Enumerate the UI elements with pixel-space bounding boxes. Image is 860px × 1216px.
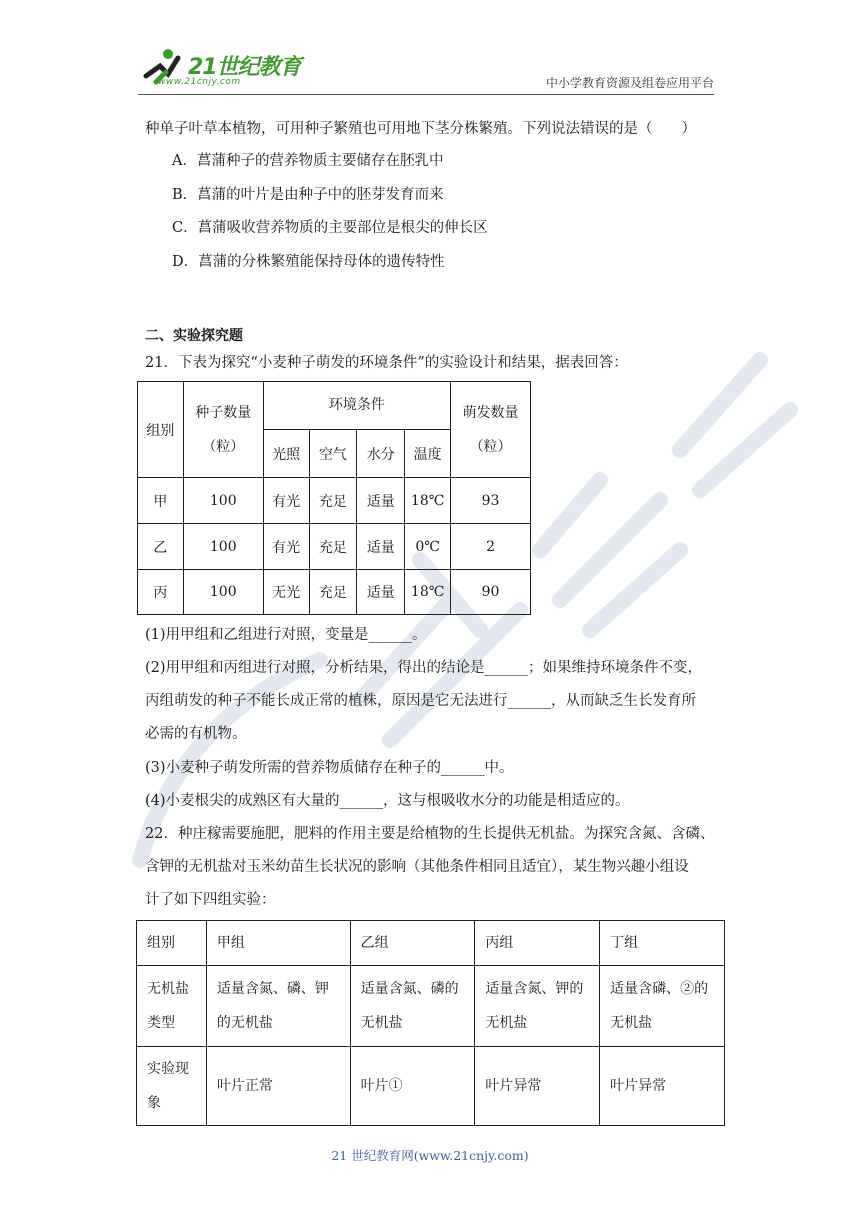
q21-table bbox=[137, 381, 531, 615]
q21-sub3: (3)小麦种子萌发所需的营养物质储存在种子的______中。 bbox=[145, 760, 514, 776]
t1-sub-water: 水分 bbox=[357, 430, 405, 478]
table-cell: 丙 bbox=[138, 570, 184, 615]
t1-header-env: 环境条件 bbox=[263, 382, 450, 430]
table-cell: 有光 bbox=[263, 478, 309, 524]
t1-sub-temp: 温度 bbox=[405, 430, 451, 478]
table-cell: 0℃ bbox=[405, 524, 451, 570]
table-cell: 100 bbox=[183, 478, 263, 524]
q22-stem-line2: 含钾的无机盐对玉米幼苗生长状况的影响（其他条件相同且适宜），某生物兴趣小组设 bbox=[145, 859, 689, 875]
table-cell: 适量 bbox=[357, 570, 405, 615]
table-cell: 适量 bbox=[357, 478, 405, 524]
q20-option-a: A．菖蒲种子的营养物质主要储存在胚乳中 bbox=[172, 153, 444, 169]
table-cell: 18℃ bbox=[405, 478, 451, 524]
q20-option-d: D．菖蒲的分株繁殖能保持母体的遗传特性 bbox=[172, 254, 445, 270]
q20-stem: 种单子叶草本植物，可用种子繁殖也可用地下茎分株繁殖。下列说法错误的是（ ） bbox=[145, 121, 696, 137]
result-label-line2: 象 bbox=[147, 1095, 161, 1111]
page-footer[interactable]: 21 世纪教育网(www.21cnjy.com) bbox=[331, 1148, 529, 1163]
salt-label-line2: 类型 bbox=[147, 1015, 175, 1031]
table-row bbox=[137, 1047, 725, 1126]
table-cell: 叶片正常 bbox=[206, 1047, 350, 1126]
section-title: 二、实验探究题 bbox=[145, 328, 243, 344]
q21-sub4: (4)小麦根尖的成熟区有大量的______，这与根吸收水分的功能是相适应的。 bbox=[145, 793, 630, 809]
logo-url: www.21cnjy.com bbox=[158, 77, 241, 87]
table-cell: 18℃ bbox=[405, 570, 451, 615]
table-cell: 乙 bbox=[138, 524, 184, 570]
table-cell bbox=[475, 966, 600, 1047]
table-cell: 叶片异常 bbox=[600, 1047, 725, 1126]
table-cell: 充足 bbox=[309, 524, 357, 570]
table-cell bbox=[600, 966, 725, 1047]
table-cell: 90 bbox=[451, 570, 531, 615]
cell-line1: 适量含氮、磷、钾 bbox=[216, 981, 329, 997]
table-cell: 叶片① bbox=[350, 1047, 475, 1126]
q22-table bbox=[136, 920, 725, 1126]
table-cell: 100 bbox=[183, 570, 263, 615]
table-cell: 丙组 bbox=[475, 921, 600, 966]
q21-sub2-line2: 丙组萌发的种子不能长成正常的植株，原因是它无法进行______，从而缺乏生长发育所 bbox=[145, 693, 696, 709]
header-divider bbox=[138, 94, 714, 95]
page-header bbox=[138, 44, 714, 96]
table-row bbox=[137, 966, 725, 1047]
site-logo[interactable] bbox=[138, 44, 338, 94]
t1-sub-light: 光照 bbox=[263, 430, 309, 478]
table-cell: 甲组 bbox=[206, 921, 350, 966]
table-cell: 甲 bbox=[138, 478, 184, 524]
table-cell: 充足 bbox=[309, 570, 357, 615]
cell-line2: 无机盐 bbox=[485, 1015, 528, 1031]
cell-line2: 无机盐 bbox=[360, 1015, 403, 1031]
cell-line2: 无机盐 bbox=[610, 1015, 653, 1031]
t1-header-seed bbox=[183, 382, 263, 478]
t1-header-group: 组别 bbox=[138, 382, 184, 478]
table-cell: 叶片异常 bbox=[475, 1047, 600, 1126]
table-cell: 乙组 bbox=[350, 921, 475, 966]
t1-header-seed-line2: （粒） bbox=[202, 438, 245, 455]
t1-header-germ-line1: 萌发数量 bbox=[462, 404, 519, 421]
table-row bbox=[138, 478, 531, 524]
table-cell: 100 bbox=[183, 524, 263, 570]
table-cell bbox=[350, 966, 475, 1047]
q20-option-c: C．菖蒲吸收营养物质的主要部位是根尖的伸长区 bbox=[172, 220, 488, 236]
logo-text: 21世纪教育 bbox=[188, 55, 301, 80]
table-cell: 充足 bbox=[309, 478, 357, 524]
q22-stem-line1: 22．种庄稼需要施肥，肥料的作用主要是给植物的生长提供无机盐。为探究含氮、含磷、 bbox=[145, 826, 715, 842]
cell-line1: 适量含氮、钾的 bbox=[485, 981, 584, 997]
q22-stem-line3: 计了如下四组实验： bbox=[145, 892, 276, 908]
table-cell: 适量 bbox=[357, 524, 405, 570]
t1-header-germ-line2: （粒） bbox=[469, 438, 512, 455]
q21-sub1: (1)用甲组和乙组进行对照，变量是______。 bbox=[145, 627, 427, 643]
q21-stem: 21．下表为探究“小麦种子萌发的环境条件”的实验设计和结果，据表回答： bbox=[145, 355, 628, 371]
cell-line1: 适量含磷、②的 bbox=[610, 981, 709, 997]
table-cell bbox=[206, 966, 350, 1047]
result-label-line1: 实验现 bbox=[147, 1061, 189, 1077]
t1-header-seed-line1: 种子数量 bbox=[195, 404, 252, 421]
platform-name: 中小学教育资源及组卷应用平台 bbox=[545, 76, 714, 90]
table-cell: 93 bbox=[451, 478, 531, 524]
table-cell: 丁组 bbox=[600, 921, 725, 966]
q21-sub2-line3: 必需的有机物。 bbox=[145, 726, 247, 742]
table-cell: 2 bbox=[451, 524, 531, 570]
q21-sub2-line1: (2)用甲组和丙组进行对照，分析结果，得出的结论是______；如果维持环境条件不变， bbox=[145, 660, 703, 676]
salt-label-line1: 无机盐 bbox=[147, 981, 189, 997]
table-row bbox=[138, 524, 531, 570]
table-cell: 有光 bbox=[263, 524, 309, 570]
cell-line2: 的无机盐 bbox=[216, 1015, 273, 1031]
t1-sub-air: 空气 bbox=[309, 430, 357, 478]
table-row bbox=[137, 921, 725, 966]
table-cell bbox=[137, 966, 207, 1047]
table-cell bbox=[137, 1047, 207, 1126]
table-cell: 无光 bbox=[263, 570, 309, 615]
cell-line1: 适量含氮、磷的 bbox=[360, 981, 459, 997]
t1-header-germ bbox=[451, 382, 531, 478]
q20-option-b: B．菖蒲的叶片是由种子中的胚芽发育而来 bbox=[172, 187, 444, 203]
table-row bbox=[138, 570, 531, 615]
table-cell: 组别 bbox=[137, 921, 207, 966]
